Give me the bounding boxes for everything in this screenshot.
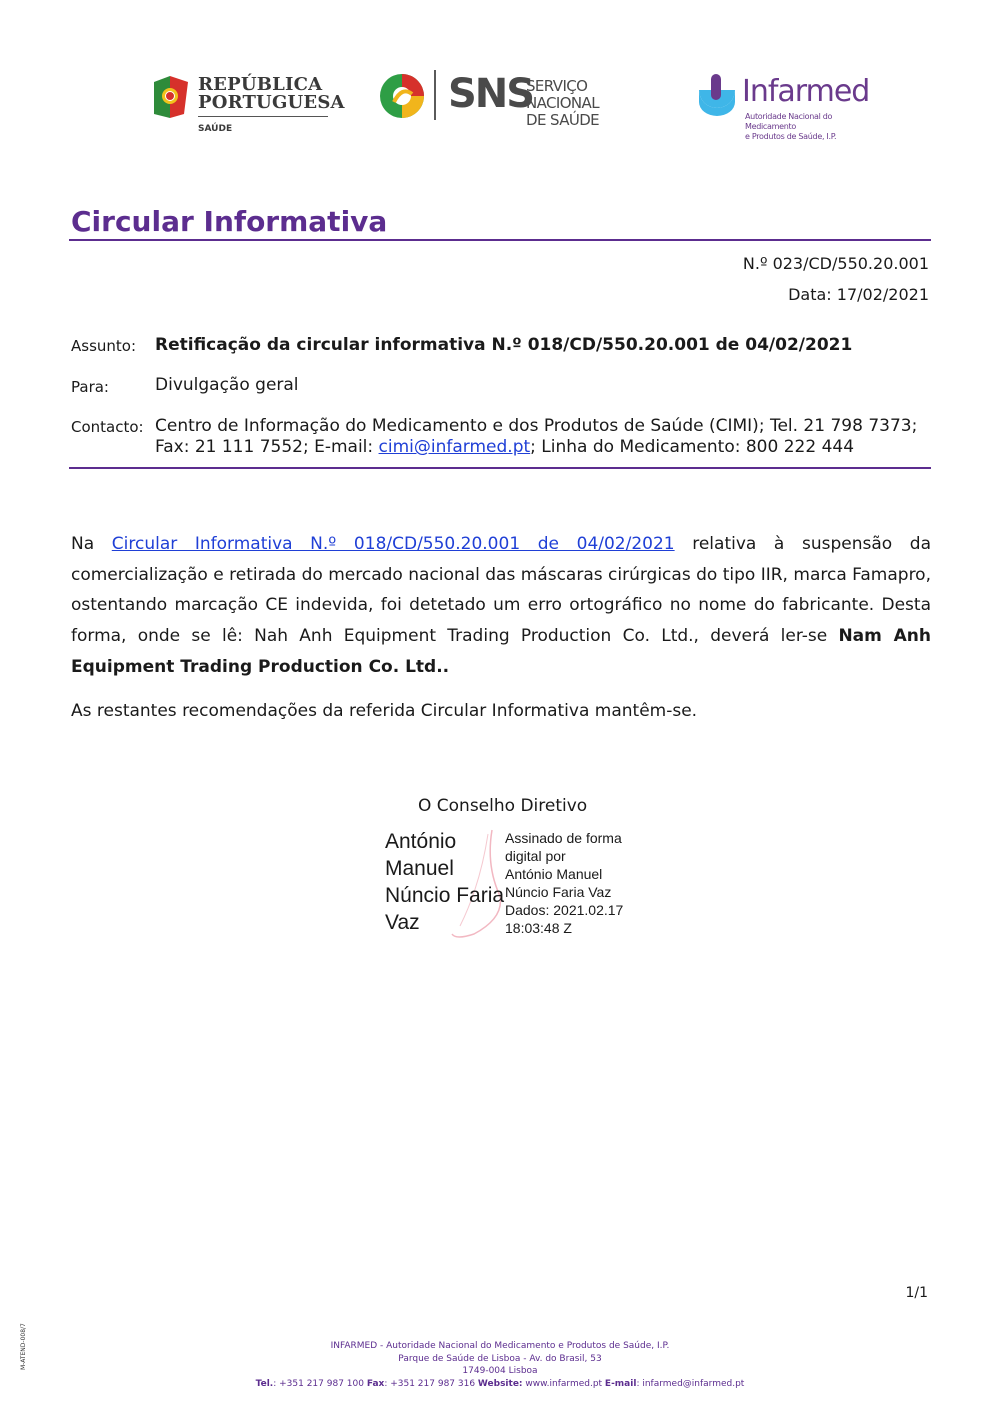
body-paragraph-2: As restantes recomendações da referida Circular Informativa mantêm-se.	[71, 701, 698, 721]
republica-portuguesa-logo	[150, 72, 345, 136]
footer	[0, 1340, 1000, 1390]
page-title: Circular Informativa	[71, 205, 388, 238]
digital-signature-details: Assinado de forma digital por António Manuel Núncio Faria Vaz Dados: 2021.02.17 18:03:48 Z	[505, 830, 624, 936]
subject-label: Assunto:	[71, 337, 137, 355]
to-label: Para:	[71, 378, 109, 396]
sns-wordmark: SNS	[448, 71, 534, 117]
footer-org: INFARMED - Autoridade Nacional do Medicamento e Produtos de Saúde, I.P.	[330, 1341, 670, 1351]
document-code: M-ATEND-008/7	[20, 1323, 27, 1370]
header-logos	[0, 66, 1000, 141]
page-number: 1/1	[905, 1285, 928, 1301]
footer-postcode: 1749-004 Lisboa	[462, 1366, 538, 1376]
contact-email-link[interactable]: cimi@infarmed.pt	[378, 437, 531, 457]
circular-link[interactable]: Circular Informativa N.º 018/CD/550.20.001 de 04/02/2021	[111, 534, 675, 554]
infarmed-emblem-icon	[695, 72, 737, 116]
divider	[434, 70, 436, 120]
footer-contacts: Tel.: +351 217 987 100 Fax: +351 217 987 316 Website: www.infarmed.pt E-mail: infarmed@infarmed.pt	[255, 1378, 745, 1389]
infarmed-logo	[695, 72, 875, 141]
portugal-flag-emblem-icon	[150, 74, 190, 120]
meta-divider	[69, 467, 931, 469]
reference-number: N.º 023/CD/550.20.001	[742, 254, 929, 273]
body-paragraph-1: Na Circular Informativa N.º 018/CD/550.20.001 de 04/02/2021 relativa à suspensão da comercialização e retirada do mercado nacional das máscaras cirúrgicas do tipo IIR, marca Famapro, ostentando marcação CE indevida, foi detetado um erro ortográfico no nome do fabricante. Desta forma, onde se lê: Nah Anh Equipment Trading Production Co. Ltd., deverá ler-se Nam Anh Equipment Trading Production Co. Ltd..	[71, 534, 931, 677]
signer-name: António Manuel Núncio Faria Vaz	[385, 830, 505, 934]
republica-portuguesa-text: REPÚBLICA PORTUGUESA	[198, 74, 345, 113]
infarmed-subtitle: Autoridade Nacional do Medicamento e Produtos de Saúde, I.P.	[745, 112, 837, 141]
subject-value: Retificação da circular informativa N.º 018/CD/550.20.001 de 04/02/2021	[155, 335, 853, 355]
footer-address: Parque de Saúde de Lisboa - Av. do Brasil, 53	[398, 1353, 602, 1364]
saude-label: SAÚDE	[198, 124, 233, 134]
contact-value: Centro de Informação do Medicamento e dos Produtos de Saúde (CIMI); Tel. 21 798 7373; Fax: 21 111 7552; E-mail: cimi@infarmed.pt; Linha do Medicamento: 800 222 444	[155, 416, 918, 457]
title-divider	[69, 239, 931, 241]
sns-subtitle: SERVIÇO NACIONAL DE SAÚDE	[526, 77, 600, 129]
to-value: Divulgação geral	[155, 375, 299, 395]
infarmed-wordmark: Infarmed	[742, 74, 870, 109]
divider	[198, 116, 328, 117]
sns-emblem-icon	[378, 72, 426, 120]
corrected-manufacturer: Nam Anh Equipment Trading Production Co. Ltd..	[71, 626, 931, 677]
contact-label: Contacto:	[71, 418, 144, 436]
sns-logo	[378, 70, 653, 129]
document-date: Data: 17/02/2021	[788, 285, 929, 304]
council-label: O Conselho Diretivo	[418, 796, 588, 816]
